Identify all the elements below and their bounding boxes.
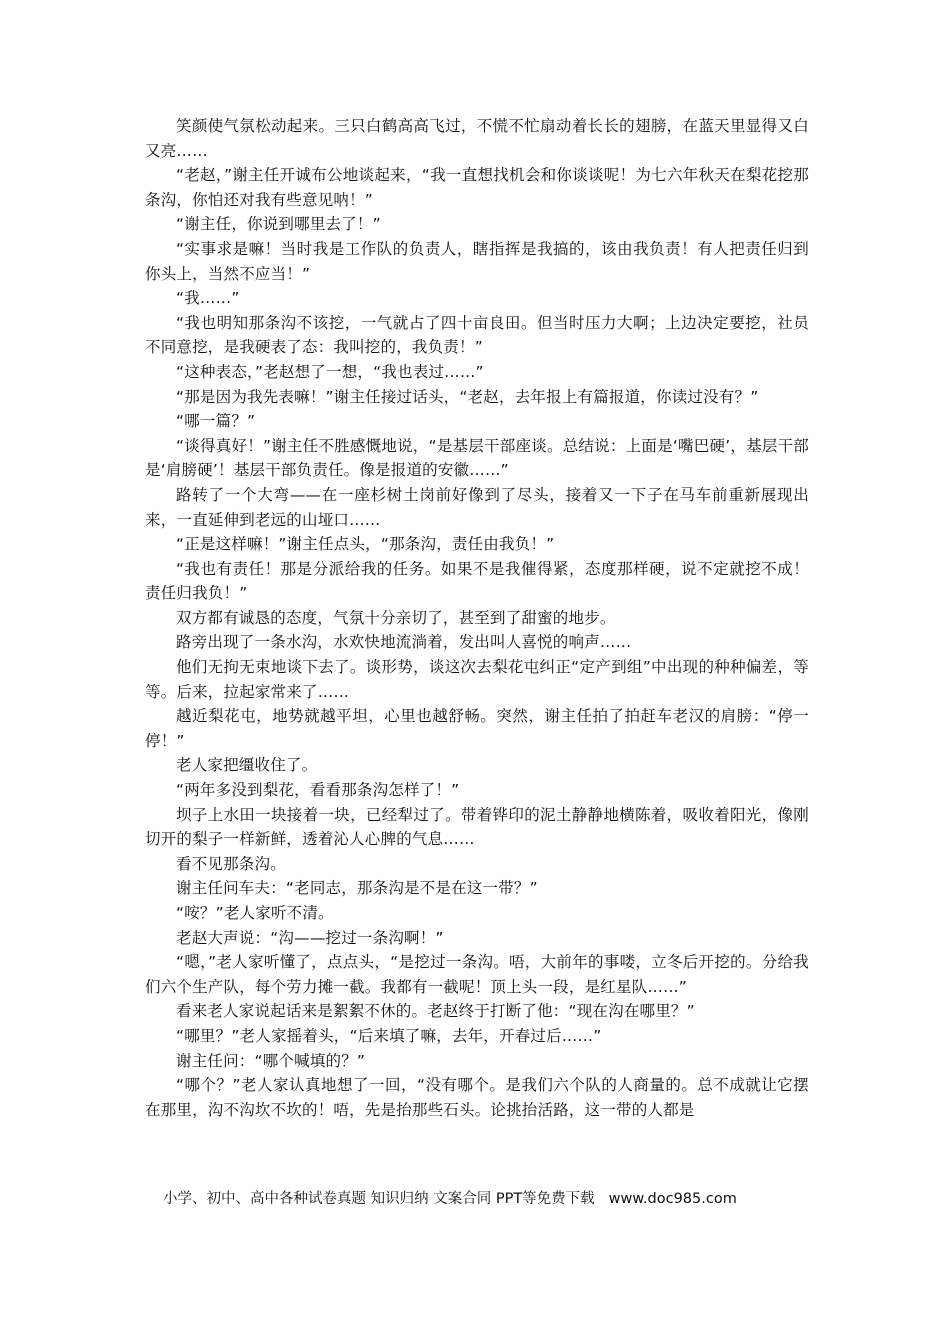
paragraph: 老赵大声说：“沟——挖过一条沟啊！” [176,928,444,947]
paragraph: 路转了一个大弯——在一座杉树土岗前好像到了尽头，接着又一下子在马车前重新展现出来，一直延伸到老远的山垭口…… [145,485,809,529]
paragraph: 谢主任问车夫：“老同志，那条沟是不是在这一带？” [176,879,538,898]
footer-site: www.doc985.com [608,1191,737,1207]
paragraph: “实事求是嘛！当时我是工作队的负责人，瞎指挥是我搞的，该由我负责！有人把责任归到你头上，当然不应当！” [145,239,809,283]
paragraph: 看不见那条沟。 [176,854,286,873]
paragraph: 他们无拘无束地谈下去了。谈形势，谈这次去梨花屯纠正“定产到组”中出现的种种偏差，等等。后来，拉起家常来了…… [145,658,809,701]
paragraph: 越近梨花屯，地势就越平坦，心里也越舒畅。突然，谢主任拍了拍赶车老汉的肩膀：“停一停！” [145,707,809,750]
paragraph: “哪个？”老人家认真地想了一回，“没有哪个。是我们六个队的人商量的。总不成就让它摆在那里，沟不沟坎不坎的！唔，先是抬那些石头。论挑抬活路，这一带的人都是 [145,1076,809,1119]
paragraph: “我也明知那条沟不该挖，一气就占了四十亩良田。但当时压力大啊；上边决定要挖，社员不同意挖，是我硬表了态：我叫挖的，我负责！” [145,313,809,357]
paragraph: “哪里？”老人家摇着头，“后来填了嘛，去年，开春过后……” [176,1026,602,1045]
paragraph: 老人家把缰收住了。 [176,756,318,775]
paragraph: “我……” [176,289,240,308]
paragraph: “谢主任，你说到哪里去了！” [176,215,381,234]
paragraph: “老赵，”谢主任开诚布公地谈起来，“我一直想找机会和你谈谈呢！为七六年秋天在梨花挖那条沟，你怕还对我有些意见呐！” [145,166,809,209]
page-footer [163,1188,737,1210]
footer-text: 小学、初中、高中各种试卷真题 知识归纳 文案合同 PPT等免费下载 [163,1191,595,1207]
paragraph: “这种表态，”老赵想了一想，“我也表过……” [176,362,484,381]
paragraph: “那是因为我先表嘛！”谢主任接过话头，“老赵，去年报上有篇报道，你读过没有？” [176,387,759,406]
paragraph: 坝子上水田一块接着一块，已经犁过了。带着铧印的泥土静静地横陈着，吸收着阳光，像刚切开的梨子一样新鲜，透着沁人心脾的气息…… [145,805,809,849]
paragraph: 谢主任问：“哪个喊填的？” [176,1051,366,1070]
paragraph: “两年多没到梨花，看看那条沟怎样了！” [176,781,460,800]
paragraph: 路旁出现了一条水沟，水欢快地流淌着，发出叫人喜悦的响声…… [176,633,632,652]
paragraph: 双方都有诚恳的态度，气氛十分亲切了，甚至到了甜蜜的地步。 [176,608,616,627]
paragraph: “嗯，”老人家听懂了，点点头，“是挖过一条沟。唔，大前年的事喽，立冬后开挖的。分给我们六个生产队，每个劳力摊一截。我都有一截呢！顶上头一段，是红星队……” [145,953,809,996]
paragraph: 看来老人家说起话来是絮絮不休的。老赵终于打断了他：“现在沟在哪里？” [176,1002,695,1021]
paragraph: “谈得真好！”谢主任不胜感慨地说，“是基层干部座谈。总结说：上面是‘嘴巴硬’，基层干部是‘肩膀硬’！基层干部负责任。像是报道的安徽……” [145,436,809,480]
paragraph: 笑颜使气氛松动起来。三只白鹤高高飞过，不慌不忙扇动着长长的翅膀，在蓝天里显得又白又亮…… [145,117,809,160]
document-body [145,114,809,1122]
paragraph: “咹？”老人家听不清。 [176,904,334,922]
paragraph: “我也有责任！那是分派给我的任务。如果不是我催得紧，态度那样硬，说不定就挖不成！责任归我负！” [145,559,809,603]
paragraph: “正是这样嘛！”谢主任点头，“那条沟，责任由我负！” [176,535,555,554]
paragraph: “哪一篇？” [176,412,256,431]
